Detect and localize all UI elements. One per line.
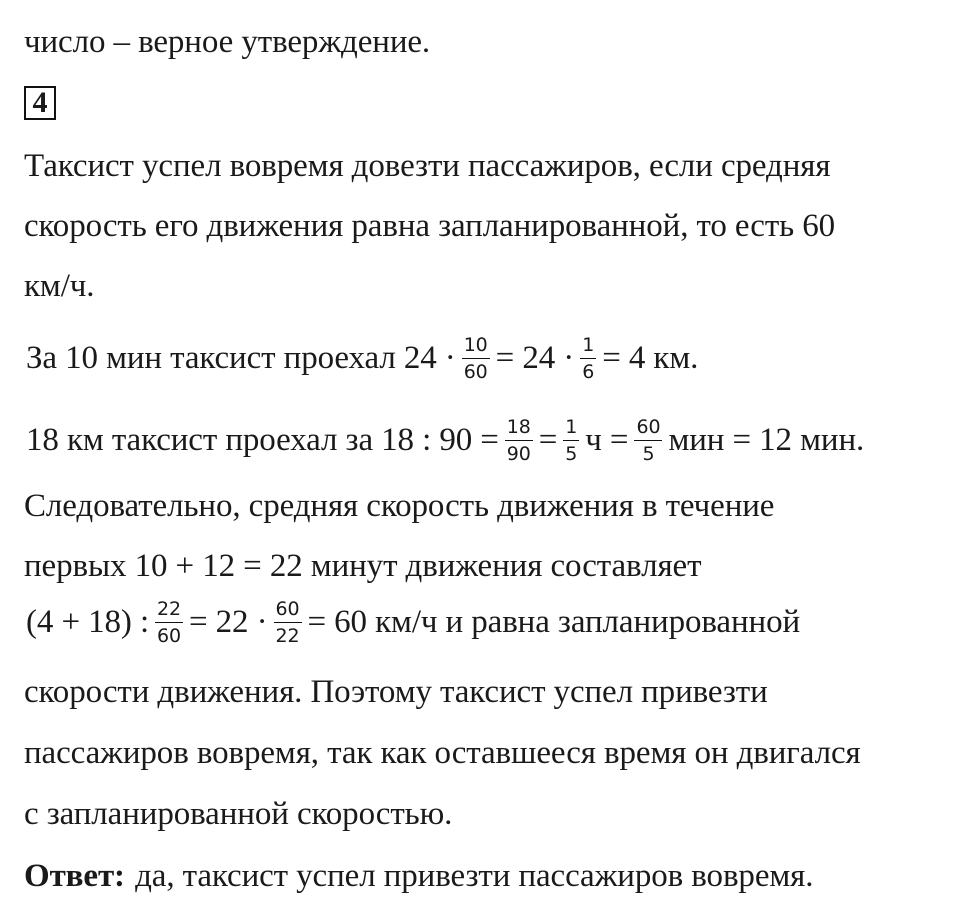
- paragraph2-line2: первых 10 + 12 = 22 минут движения составляет: [24, 548, 702, 584]
- calc3-prefix: (4 + 18) :: [26, 604, 150, 641]
- paragraph3-line2: пассажиров вовремя, так как оставшееся время он двигался: [24, 735, 861, 771]
- fraction-1-5: [563, 416, 579, 465]
- answer-text: да, таксист успел привезти пассажиров вовремя.: [135, 858, 814, 894]
- paragraph1-line2: скорость его движения равна запланированной, то есть 60: [24, 208, 836, 244]
- calc2-mid: ч =: [585, 422, 629, 459]
- paragraph3-line3: с запланированной скоростью.: [24, 796, 453, 832]
- task-number-box: 4: [24, 86, 56, 120]
- calc2-prefix: 18 км таксист проехал за 18 : 90 =: [26, 422, 499, 459]
- calc1-prefix: За 10 мин таксист проехал 24 ·: [26, 340, 456, 377]
- paragraph1-line3: км/ч.: [24, 268, 95, 304]
- fraction-1-6: [580, 334, 596, 383]
- paragraph1-line1: Таксист успел вовремя довезти пассажиров, если средняя: [24, 148, 831, 184]
- answer-line: [24, 856, 815, 896]
- fraction-numerator: 60: [274, 598, 302, 623]
- fraction-60-22: [274, 598, 302, 647]
- calc2-eq: =: [538, 422, 558, 459]
- fraction-denominator: 6: [582, 361, 595, 383]
- calc1-suffix: = 4 км.: [602, 340, 699, 377]
- fraction-numerator: 10: [462, 334, 490, 359]
- fraction-18-90: [505, 416, 533, 465]
- paragraph2-line1: Следовательно, средняя скорость движения в течение: [24, 488, 775, 524]
- fraction-denominator: 5: [565, 443, 578, 465]
- calc3-mid: = 22 ·: [189, 604, 268, 641]
- calc3-suffix: = 60 км/ч и равна запланированной: [307, 604, 801, 641]
- fraction-denominator: 5: [642, 443, 655, 465]
- answer-label: Ответ:: [24, 858, 125, 894]
- calc1-mid: = 24 ·: [495, 340, 575, 377]
- fraction-numerator: 18: [505, 416, 533, 441]
- fraction-numerator: 1: [563, 416, 579, 441]
- fraction-numerator: 22: [155, 598, 183, 623]
- fraction-denominator: 90: [506, 443, 531, 465]
- calc-speed-line: [24, 600, 802, 649]
- fraction-60-5: [634, 416, 662, 465]
- fraction-numerator: 1: [580, 334, 596, 359]
- fraction-10-60: [462, 334, 490, 383]
- paragraph3-line1: скорости движения. Поэтому таксист успел привезти: [24, 674, 768, 710]
- fraction-denominator: 60: [463, 361, 488, 383]
- calc-time-line: [24, 418, 866, 467]
- fraction-denominator: 22: [275, 625, 300, 647]
- fraction-numerator: 60: [634, 416, 662, 441]
- fraction-denominator: 60: [157, 625, 181, 647]
- calc-distance-line: [24, 336, 700, 385]
- calc2-suffix: мин = 12 мин.: [668, 422, 865, 459]
- fraction-22-60: [155, 598, 183, 647]
- intro-line: число – верное утверждение.: [24, 24, 431, 60]
